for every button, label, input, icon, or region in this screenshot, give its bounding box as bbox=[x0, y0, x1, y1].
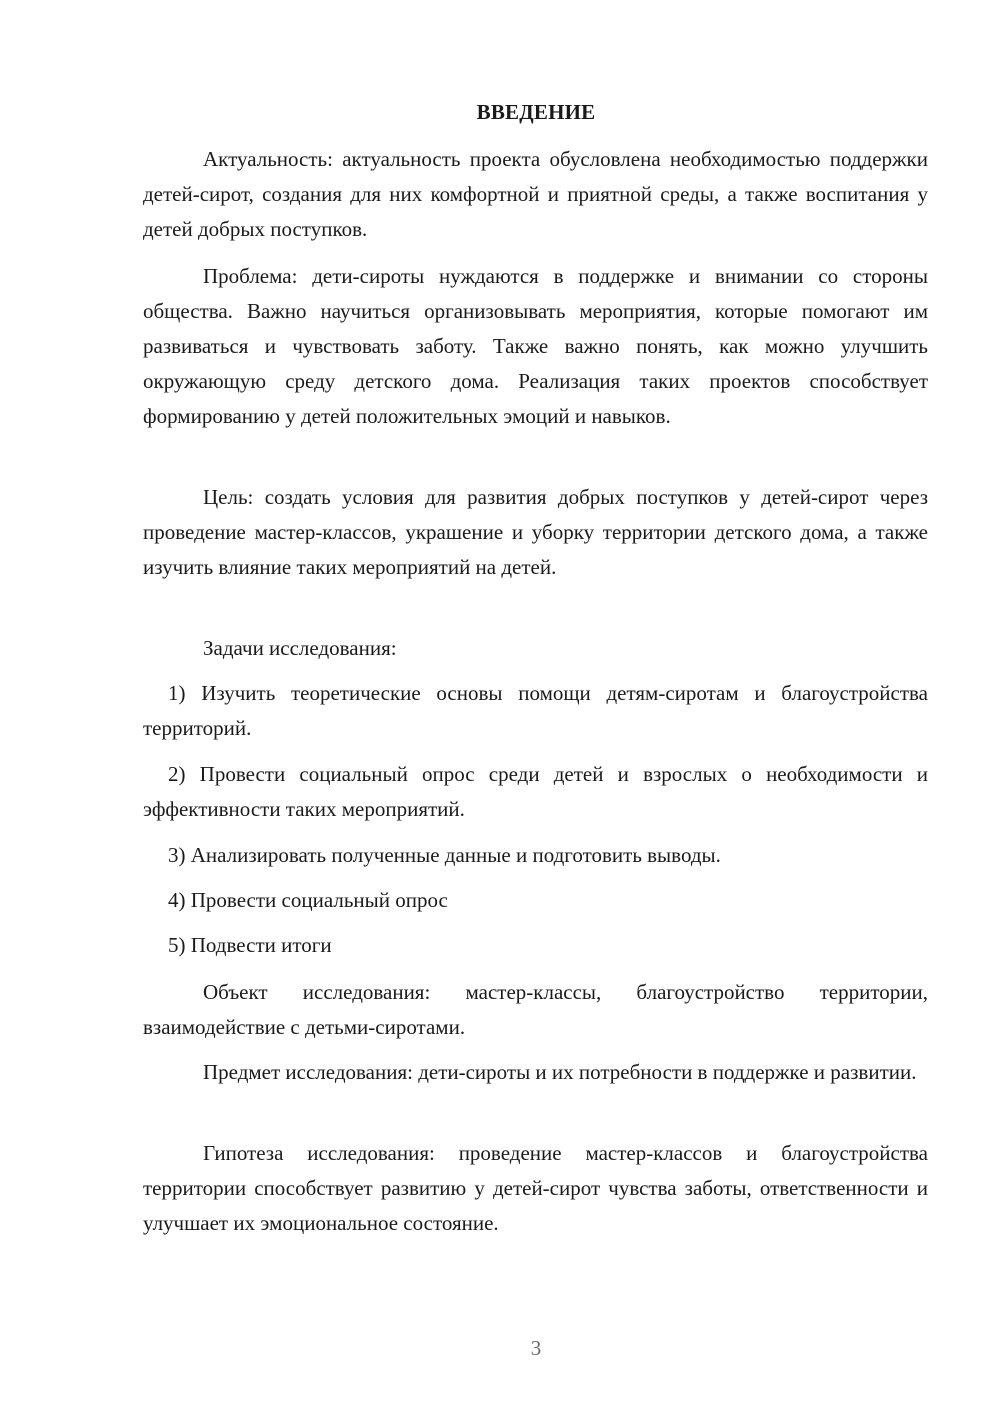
subject-paragraph: Предмет исследования: дети-сироты и их потребности в поддержке и развитии. bbox=[203, 1060, 917, 1084]
problem-paragraph: Проблема: дети-сироты нуждаются в поддержке и внимании со стороны общества. Важно научиться организовывать мероприятия, которые помогают им развиваться и чувствовать заботу. Также важно понять, как можно улучшить окружающую среду детского дома. Реализация таких проектов способствует формированию у детей положительных эмоций и навыков. bbox=[143, 264, 928, 428]
section-heading: ВВЕДЕНИЕ bbox=[476, 100, 596, 124]
task-item-1: 1) Изучить теоретические основы помощи детям-сиротам и благоустройства территорий. bbox=[143, 681, 928, 740]
page-number: 3 bbox=[530, 1336, 542, 1360]
object-paragraph: Объект исследования: мастер-классы, благоустройство территории, взаимодействие с детьми-сиротами. bbox=[143, 980, 928, 1039]
task-item-4: 4) Провести социальный опрос bbox=[168, 888, 448, 912]
task-item-2: 2) Провести социальный опрос среди детей и взрослых о необходимости и эффективности таких мероприятий. bbox=[143, 762, 928, 821]
relevance-paragraph: Актуальность: актуальность проекта обусловлена необходимостью поддержки детей-сирот, создания для них комфортной и приятной среды, а также воспитания у детей добрых поступков. bbox=[143, 147, 928, 241]
tasks-title: Задачи исследования: bbox=[203, 636, 397, 660]
hypothesis-paragraph: Гипотеза исследования: проведение мастер-классов и благоустройства территории способствует развитию у детей-сирот чувства заботы, ответственности и улучшает их эмоциональное состояние. bbox=[143, 1141, 928, 1235]
goal-paragraph: Цель: создать условия для развития добрых поступков у детей-сирот через проведение мастер-классов, украшение и уборку территории детского дома, а также изучить влияние таких мероприятий на детей. bbox=[143, 485, 928, 579]
task-item-5: 5) Подвести итоги bbox=[168, 933, 332, 957]
task-item-3: 3) Анализировать полученные данные и подготовить выводы. bbox=[168, 843, 721, 867]
